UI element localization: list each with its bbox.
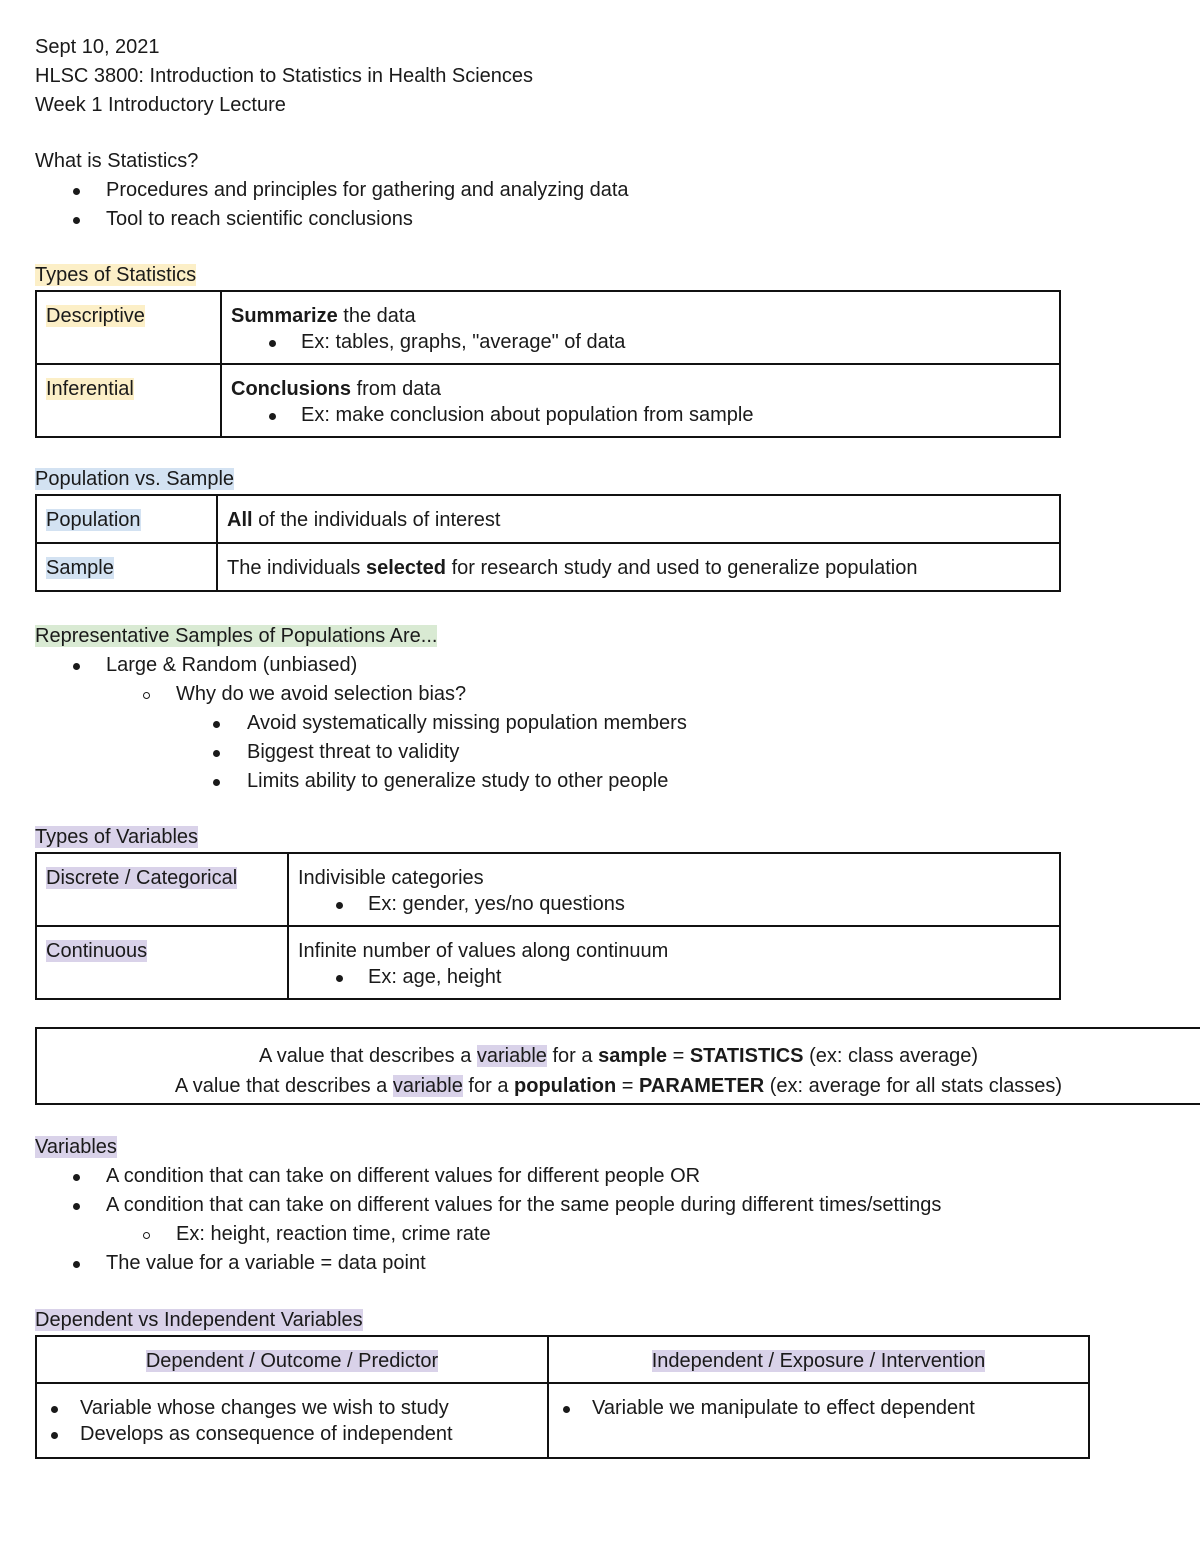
list-item: Ex: tables, graphs, "average" of data xyxy=(231,329,1050,355)
definition-cell: Summarize the data Ex: tables, graphs, "average" of data xyxy=(221,291,1060,364)
variables-heading: Variables xyxy=(35,1136,117,1158)
population-vs-sample-heading: Population vs. Sample xyxy=(35,468,235,490)
table-row xyxy=(36,1383,1089,1458)
definition-cell: Indivisible categories Ex: gender, yes/no questions xyxy=(288,853,1060,926)
dep-indep-heading: Dependent vs Independent Variables xyxy=(35,1309,363,1331)
document-page xyxy=(35,33,1195,1459)
term-cell: Population xyxy=(36,495,217,543)
list-item: Ex: height, reaction time, crime rate xyxy=(35,1220,1195,1249)
types-of-variables-heading: Types of Variables xyxy=(35,826,199,848)
representative-samples-list xyxy=(35,651,1195,796)
dependent-cell xyxy=(36,1383,548,1458)
independent-cell xyxy=(548,1383,1089,1458)
dep-indep-table xyxy=(35,1335,1090,1459)
list-item: Ex: gender, yes/no questions xyxy=(298,891,1050,917)
term-cell: Discrete / Categorical xyxy=(36,853,288,926)
course-title: HLSC 3800: Introduction to Statistics in Health Sciences xyxy=(35,65,534,87)
list-item: Develops as consequence of independent xyxy=(46,1421,538,1447)
types-of-statistics-table xyxy=(35,290,1061,438)
parameter-definition: A value that describes a variable for a population = PARAMETER (ex: average for all stats classes) xyxy=(174,1075,1063,1097)
definition-cell: The individuals selected for research study and used to generalize population xyxy=(217,543,1060,591)
list-item: Procedures and principles for gathering and analyzing data xyxy=(35,176,1195,205)
table-row xyxy=(36,495,1060,543)
types-of-statistics-heading: Types of Statistics xyxy=(35,264,197,286)
what-is-statistics-list xyxy=(35,176,1195,234)
list-item: Variable we manipulate to effect dependent xyxy=(558,1395,1079,1421)
table-row xyxy=(36,543,1060,591)
representative-samples-heading: Representative Samples of Populations Are... xyxy=(35,625,438,647)
date: Sept 10, 2021 xyxy=(35,36,160,58)
term-cell: Continuous xyxy=(36,926,288,999)
variables-list xyxy=(35,1162,1195,1278)
term-cell: Descriptive xyxy=(36,291,221,364)
population-vs-sample-table xyxy=(35,494,1061,592)
list-item: Tool to reach scientific conclusions xyxy=(35,205,1195,234)
definition-cell: Conclusions from data Ex: make conclusion about population from sample xyxy=(221,364,1060,437)
dependent-header: Dependent / Outcome / Predictor xyxy=(36,1336,548,1383)
list-item: Why do we avoid selection bias? xyxy=(35,680,1195,709)
definition-cell: Infinite number of values along continuum Ex: age, height xyxy=(288,926,1060,999)
table-row xyxy=(36,926,1060,999)
list-item: Biggest threat to validity xyxy=(35,738,1195,767)
list-item: Avoid systematically missing population members xyxy=(35,709,1195,738)
table-row xyxy=(36,291,1060,364)
list-item: Limits ability to generalize study to other people xyxy=(35,767,1195,796)
types-of-variables-table xyxy=(35,852,1061,1000)
independent-header: Independent / Exposure / Intervention xyxy=(548,1336,1089,1383)
list-item: Ex: make conclusion about population from sample xyxy=(231,402,1050,428)
term-cell: Sample xyxy=(36,543,217,591)
list-item: Variable whose changes we wish to study xyxy=(46,1395,538,1421)
list-item: Large & Random (unbiased) xyxy=(35,651,1195,680)
list-item: Ex: age, height xyxy=(298,964,1050,990)
term-cell: Inferential xyxy=(36,364,221,437)
table-row xyxy=(36,1336,1089,1383)
lecture-title: Week 1 Introductory Lecture xyxy=(35,94,286,116)
table-row xyxy=(36,853,1060,926)
table-row xyxy=(36,364,1060,437)
list-item: The value for a variable = data point xyxy=(35,1249,1195,1278)
statistic-vs-parameter-box xyxy=(35,1027,1200,1105)
list-item: A condition that can take on different values for different people OR xyxy=(35,1162,1195,1191)
what-is-statistics-heading: What is Statistics? xyxy=(35,150,199,172)
definition-cell: All of the individuals of interest xyxy=(217,495,1060,543)
statistic-definition: A value that describes a variable for a sample = STATISTICS (ex: class average) xyxy=(258,1045,979,1067)
list-item: A condition that can take on different values for the same people during different times/settings xyxy=(35,1191,1195,1220)
